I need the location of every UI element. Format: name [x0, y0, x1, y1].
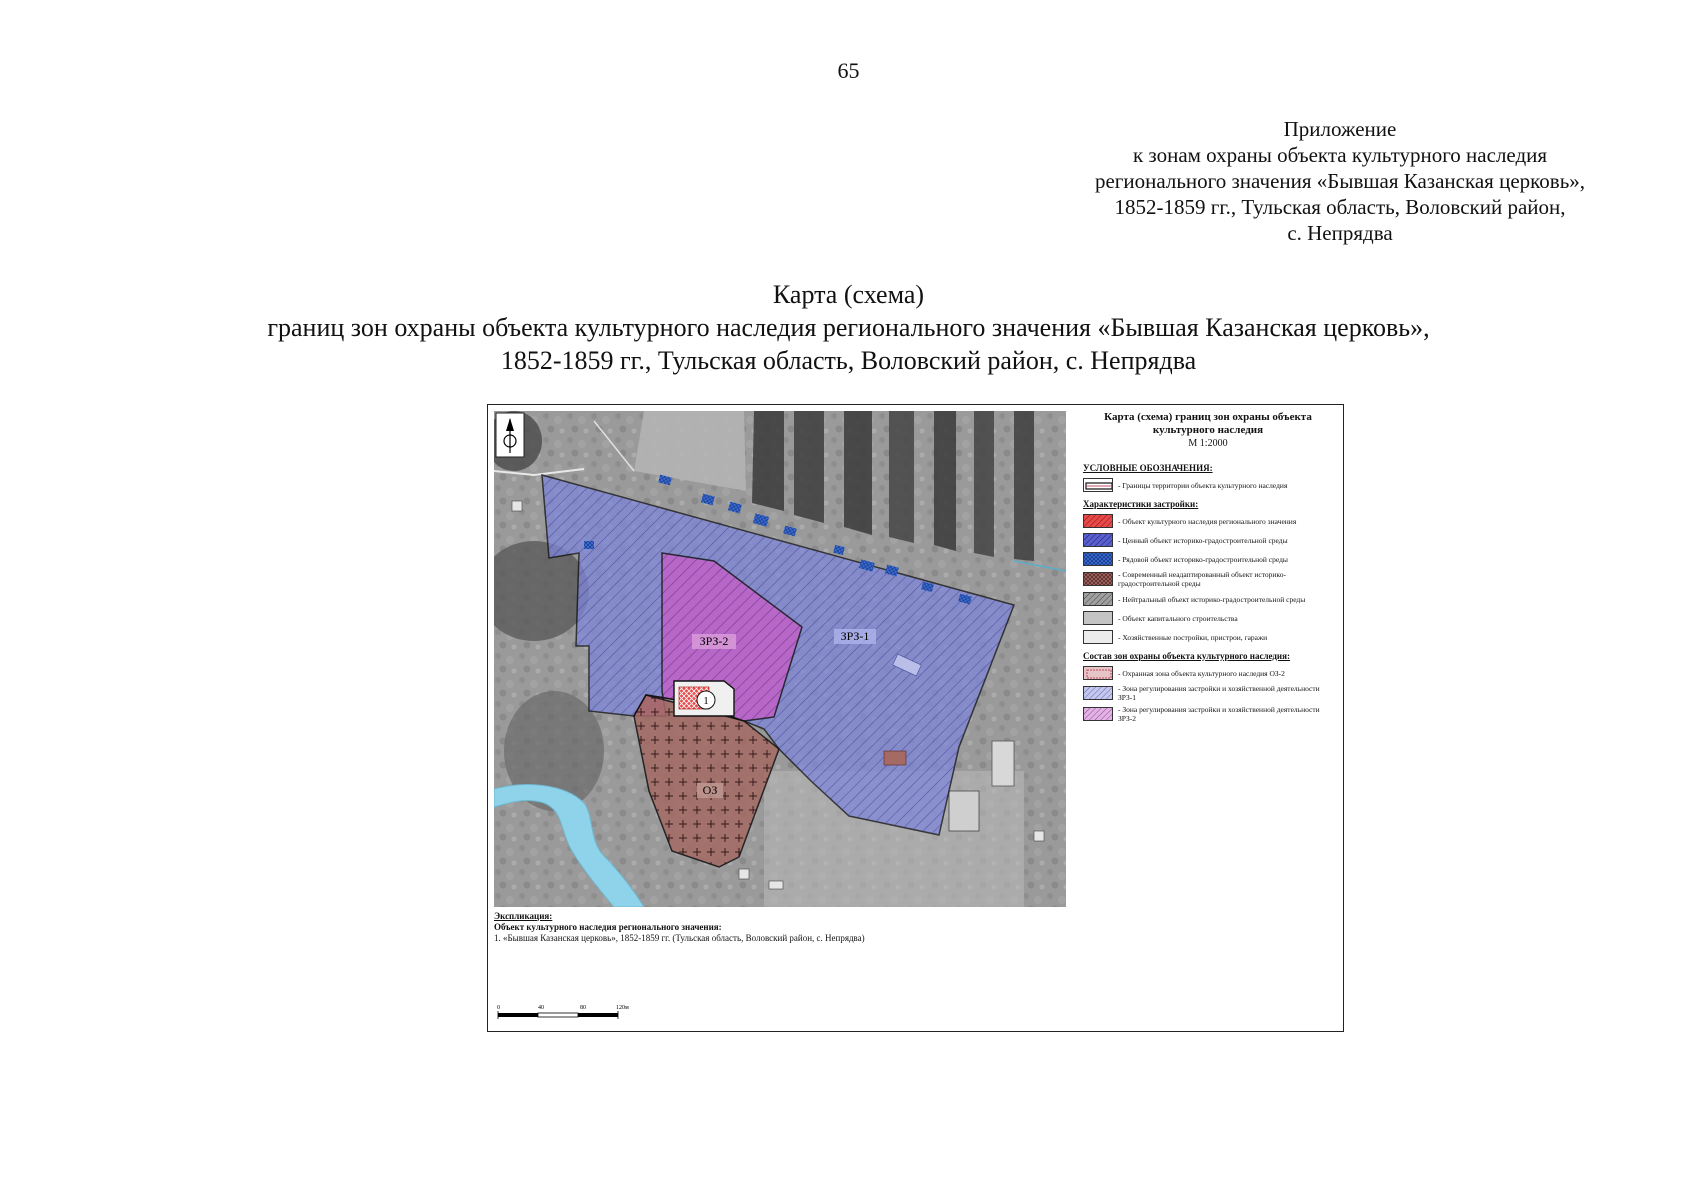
zone-label-zrz1: ЗРЗ-1 [840, 629, 870, 643]
explication-title: Экспликация: [494, 911, 553, 921]
scale-tick-label: 120м [616, 1005, 629, 1011]
legend-item [1083, 591, 1338, 607]
legend-item [1083, 610, 1338, 626]
legend-heading-buildings: Характеристики застройки: [1083, 499, 1199, 509]
legend-item-label: - Нейтральный объект историко-градостроительной среды [1118, 594, 1306, 604]
legend-item-label: - Ценный объект историко-градостроительной среды [1118, 535, 1288, 545]
legend-item [1083, 532, 1338, 548]
legend-item [1083, 477, 1338, 493]
legend-item [1083, 665, 1338, 681]
scale-bar [496, 1001, 646, 1025]
legend-item [1083, 629, 1338, 645]
legend-title-line: Карта (схема) границ зон охраны объекта [1104, 411, 1312, 423]
legend-heading-conventions: УСЛОВНЫЕ ОБОЗНАЧЕНИЯ: [1083, 463, 1213, 473]
explication-item: 1. «Бывшая Казанская церковь», 1852-1859 гг. (Тульская область, Воловский район, с. Непрядва) [494, 933, 865, 943]
scale-tick-label: 80 [580, 1005, 586, 1011]
zone-label-zrz2: ЗРЗ-2 [699, 634, 729, 648]
title-line: границ зон охраны объекта культурного наследия регионального значения «Бывшая Казанская церковь», [267, 313, 1430, 342]
object-number-label: 1 [703, 695, 709, 707]
protection-zone-swatch-icon [1083, 666, 1113, 680]
legend-item-label: - Хозяйственные постройки, пристрои, гаражи [1118, 632, 1268, 642]
legend-item [1083, 705, 1338, 723]
appendix-line: регионального значения «Бывшая Казанская церковь», [1094, 169, 1586, 193]
ordinary-object-swatch-icon [1083, 552, 1113, 566]
legend-item-label: - Объект капитального строительства [1118, 613, 1238, 623]
document-title [0, 278, 1697, 377]
legend-title-line: культурного наследия [1152, 424, 1264, 436]
map-image [494, 411, 1066, 907]
valuable-object-swatch-icon [1083, 533, 1113, 547]
legend-panel [1078, 409, 1338, 726]
legend-item-label: - Объект культурного наследия регионального значения [1118, 516, 1297, 526]
explication-subtitle: Объект культурного наследия регионального значения: [494, 922, 722, 932]
outbuilding-swatch-icon [1083, 630, 1113, 644]
legend-item [1083, 684, 1338, 702]
page-number: 65 [837, 58, 860, 83]
appendix-header [1060, 116, 1620, 246]
capital-building-swatch-icon [1083, 611, 1113, 625]
zrz1-zone-swatch-icon [1083, 686, 1113, 700]
legend-item-label: - Охранная зона объекта культурного наследия ОЗ-2 [1118, 668, 1285, 678]
legend-item [1083, 513, 1338, 529]
explication [494, 911, 1334, 944]
title-line: 1852-1859 гг., Тульская область, Воловский район, с. Непрядва [500, 346, 1197, 375]
legend-item-label: - Рядовой объект историко-градостроительной среды [1118, 554, 1288, 564]
map-sheet [487, 404, 1344, 1032]
legend-item [1083, 570, 1338, 588]
modern-object-swatch-icon [1083, 572, 1113, 586]
appendix-line: к зонам охраны объекта культурного наследия [1132, 143, 1548, 167]
legend-item-label: - Зона регулирования застройки и хозяйственной деятельности ЗРЗ-1 [1118, 684, 1320, 702]
zone-label-oz: ОЗ [702, 783, 718, 797]
legend-item-label: - Современный неадаптированный объект историко-градостроительной среды [1118, 570, 1286, 588]
zrz2-zone-swatch-icon [1083, 707, 1113, 721]
legend-item-label: - Зона регулирования застройки и хозяйственной деятельности ЗРЗ-2 [1118, 705, 1320, 723]
legend-heading-zones: Состав зон охраны объекта культурного наследия: [1083, 651, 1290, 661]
legend-item-label: - Границы территории объекта культурного наследия [1118, 480, 1288, 490]
appendix-line: 1852-1859 гг., Тульская область, Воловский район, [1114, 195, 1566, 219]
appendix-line: с. Непрядва [1287, 221, 1393, 245]
legend-item [1083, 551, 1338, 567]
north-arrow-icon [496, 413, 524, 457]
map-scale: М 1:2000 [1188, 438, 1228, 449]
heritage-object-swatch-icon [1083, 514, 1113, 528]
appendix-line: Приложение [1283, 117, 1397, 141]
title-line: Карта (схема) [772, 280, 925, 309]
scale-tick-label: 0 [497, 1005, 500, 1011]
neutral-object-swatch-icon [1083, 592, 1113, 606]
legend-title [1078, 411, 1338, 437]
boundary-line-icon [1083, 478, 1113, 492]
scale-tick-label: 40 [538, 1005, 544, 1011]
